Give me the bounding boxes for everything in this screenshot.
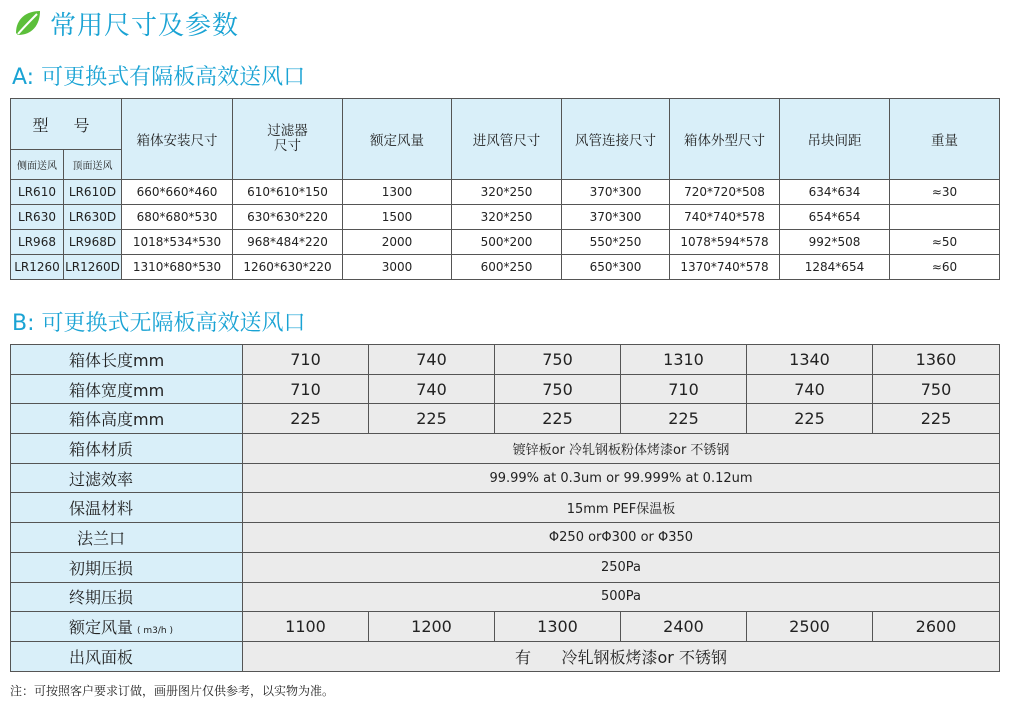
table-cell: 740	[369, 374, 495, 404]
table-cell: 710	[243, 374, 369, 404]
table-cell: 有 冷轧钢板烤漆or 不锈钢	[243, 641, 1000, 671]
table-row	[11, 230, 1000, 255]
page-title	[12, 4, 239, 42]
table-cell: 710	[621, 374, 747, 404]
header-model: 型 号	[11, 99, 122, 150]
table-row	[11, 463, 1000, 493]
table-cell: 1260*630*220	[233, 255, 343, 280]
table-cell: 710	[243, 345, 369, 375]
model-side: LR610	[11, 180, 64, 205]
table-cell: 225	[621, 404, 747, 434]
section-a-heading: A: 可更换式有隔板高效送风口	[12, 65, 306, 90]
header-col: 风管连接尺寸	[562, 99, 670, 180]
table-cell: 1300	[343, 180, 452, 205]
row-label: 初期压损	[11, 552, 243, 582]
table-cell: 740	[369, 345, 495, 375]
table-cell: 1360	[873, 345, 1000, 375]
table-cell: Φ250 orΦ300 or Φ350	[243, 523, 1000, 553]
row-label: 过滤效率	[11, 463, 243, 493]
table-cell: 740	[747, 374, 873, 404]
table-cell: 660*660*460	[122, 180, 233, 205]
table-row	[11, 582, 1000, 612]
table-cell: 320*250	[452, 180, 562, 205]
table-row	[11, 374, 1000, 404]
table-cell: 750	[495, 345, 621, 375]
table-cell: 15mm PEF保温板	[243, 493, 1000, 523]
table-row	[11, 552, 1000, 582]
table-cell: 镀锌板or 冷轧钢板粉体烤漆or 不锈钢	[243, 434, 1000, 464]
table-row	[11, 523, 1000, 553]
header-side-supply: 侧面送风	[11, 150, 64, 180]
table-cell: 550*250	[562, 230, 670, 255]
row-label-text: 额定风量	[69, 618, 134, 638]
table-cell: 500*200	[452, 230, 562, 255]
table-cell: 720*720*508	[670, 180, 780, 205]
model-side: LR630	[11, 205, 64, 230]
table-cell: 225	[495, 404, 621, 434]
header-col: 箱体安装尺寸	[122, 99, 233, 180]
header-top-supply: 顶面送风	[64, 150, 122, 180]
model-top: LR610D	[64, 180, 122, 205]
table-cell: 3000	[343, 255, 452, 280]
table-cell: ≈30	[890, 180, 1000, 205]
table-cell: 992*508	[780, 230, 890, 255]
table-b	[10, 344, 1000, 672]
header-col: 进风管尺寸	[452, 99, 562, 180]
table-cell: 2600	[873, 612, 1000, 642]
model-top: LR630D	[64, 205, 122, 230]
table-cell: 1200	[369, 612, 495, 642]
model-side: LR1260	[11, 255, 64, 280]
table-cell: 750	[873, 374, 1000, 404]
model-top: LR1260D	[64, 255, 122, 280]
footnote: 注：可按照客户要求订做，画册图片仅供参考，以实物为准。	[10, 684, 335, 698]
row-label: 箱体高度mm	[11, 404, 243, 434]
row-label: 出风面板	[11, 641, 243, 671]
page-title-text: 常用尺寸及参数	[50, 10, 240, 41]
table-cell: 968*484*220	[233, 230, 343, 255]
model-side: LR968	[11, 230, 64, 255]
row-label	[11, 612, 243, 642]
table-cell: 1100	[243, 612, 369, 642]
table-cell: ≈50	[890, 230, 1000, 255]
table-row	[11, 434, 1000, 464]
table-cell: 654*654	[780, 205, 890, 230]
row-label: 终期压损	[11, 582, 243, 612]
header-col: 额定风量	[343, 99, 452, 180]
table-cell: 610*610*150	[233, 180, 343, 205]
table-cell: 2400	[621, 612, 747, 642]
table-row	[11, 641, 1000, 671]
table-cell: 2000	[343, 230, 452, 255]
table-row	[11, 404, 1000, 434]
header-col-text: 过滤器 尺寸	[267, 123, 308, 154]
row-label: 箱体长度mm	[11, 345, 243, 375]
table-cell: 370*300	[562, 205, 670, 230]
table-cell: 370*300	[562, 180, 670, 205]
row-label: 法兰口	[11, 523, 243, 553]
table-cell: 1310*680*530	[122, 255, 233, 280]
table-cell: 1078*594*578	[670, 230, 780, 255]
table-cell: 630*630*220	[233, 205, 343, 230]
table-cell: 320*250	[452, 205, 562, 230]
table-row	[11, 205, 1000, 230]
table-row	[11, 180, 1000, 205]
header-col: 吊块间距	[780, 99, 890, 180]
table-cell: 1018*534*530	[122, 230, 233, 255]
table-cell: 225	[369, 404, 495, 434]
table-cell: 225	[873, 404, 1000, 434]
table-cell: 750	[495, 374, 621, 404]
table-a	[10, 98, 1000, 280]
table-cell: 1340	[747, 345, 873, 375]
table-cell: 1300	[495, 612, 621, 642]
table-row	[11, 493, 1000, 523]
table-cell: 2500	[747, 612, 873, 642]
table-cell: 250Pa	[243, 552, 1000, 582]
table-cell	[890, 205, 1000, 230]
model-top: LR968D	[64, 230, 122, 255]
row-label: 箱体材质	[11, 434, 243, 464]
table-cell: ≈60	[890, 255, 1000, 280]
leaf-icon	[12, 7, 44, 39]
header-col: 重量	[890, 99, 1000, 180]
header-col: 箱体外型尺寸	[670, 99, 780, 180]
table-cell: 1310	[621, 345, 747, 375]
table-cell: 99.99% at 0.3um or 99.999% at 0.12um	[243, 463, 1000, 493]
row-label-unit: ( m3/h )	[137, 626, 173, 637]
table-cell: 680*680*530	[122, 205, 233, 230]
table-cell: 600*250	[452, 255, 562, 280]
table-cell: 650*300	[562, 255, 670, 280]
table-cell: 500Pa	[243, 582, 1000, 612]
section-b-heading: B: 可更换式无隔板高效送风口	[12, 311, 306, 336]
table-cell: 1500	[343, 205, 452, 230]
header-col	[233, 99, 343, 180]
table-row	[11, 345, 1000, 375]
table-cell: 225	[243, 404, 369, 434]
table-cell: 1284*654	[780, 255, 890, 280]
table-cell: 1370*740*578	[670, 255, 780, 280]
table-cell: 225	[747, 404, 873, 434]
row-label: 箱体宽度mm	[11, 374, 243, 404]
row-label: 保温材料	[11, 493, 243, 523]
table-cell: 634*634	[780, 180, 890, 205]
table-cell: 740*740*578	[670, 205, 780, 230]
table-row	[11, 255, 1000, 280]
table-row	[11, 612, 1000, 642]
